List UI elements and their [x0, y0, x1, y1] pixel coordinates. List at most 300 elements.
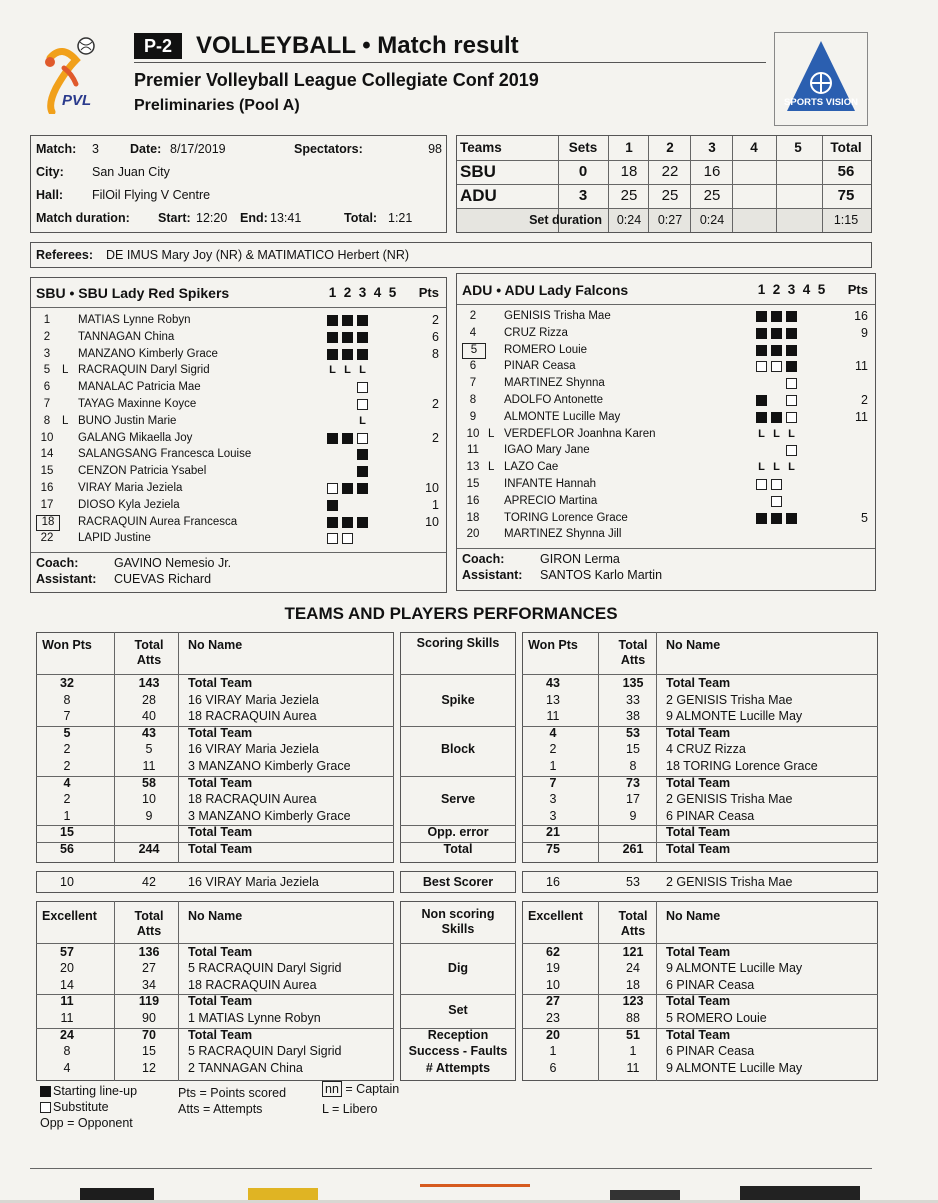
starter-square-icon: [771, 345, 782, 356]
perf-left-cell: 143: [138, 676, 160, 690]
start-time: 12:20: [196, 211, 228, 225]
ns-left-cell: 5 RACRAQUIN Daryl Sigrid: [188, 961, 342, 976]
roster_left-set-header-4: 5: [388, 285, 397, 300]
perf-right-cell: 17: [626, 792, 640, 807]
perf-right-cell: 18 TORING Lorence Grace: [666, 759, 818, 773]
roster_right-player-name: ALMONTE Lucille May: [504, 410, 621, 423]
ns-left-cell: 136: [138, 944, 160, 959]
perf-right-cell: Total Team: [666, 825, 731, 840]
starter-square-icon: [357, 349, 368, 360]
roster_right-player-no: 15: [466, 478, 480, 490]
starter-square-icon: [327, 433, 338, 444]
libero-mark-icon: L: [788, 427, 795, 440]
hall-value: FilOil Flying V Centre: [92, 188, 211, 202]
ns-left-cell: 18 RACRAQUIN Aurea: [188, 977, 317, 992]
starter-square-icon: [342, 517, 353, 528]
best-left-cell: 16 VIRAY Maria Jeziela: [188, 874, 319, 889]
ns-group-rule: [400, 994, 516, 995]
perf-right-cell: 8: [629, 759, 637, 773]
roster_right-player-no: 10: [466, 427, 480, 440]
roster_right-set-header-0: 1: [757, 282, 766, 297]
score-header-1: Sets: [568, 140, 598, 155]
ns-left-header-0: Excellent: [42, 908, 97, 923]
perf-left-cell: 3 MANZANO Kimberly Grace: [188, 759, 351, 773]
perf-right-header-2: No Name: [666, 638, 721, 652]
starter-square-icon: [357, 332, 368, 343]
roster_right-coach: GIRON Lerma: [540, 552, 620, 567]
roster_right-player-pts: 11: [855, 409, 868, 424]
roster_left-libero-mark: L: [62, 364, 69, 377]
starter-square-icon: [756, 513, 767, 524]
spectators-count: 98: [428, 142, 442, 156]
ns-header-rule: [522, 943, 878, 944]
roster_left-player-no: 10: [40, 431, 54, 444]
ns-right-cell: 1: [549, 1044, 557, 1059]
substitute-square-icon: [786, 378, 797, 389]
performance-title: TEAMS AND PLAYERS PERFORMANCES: [284, 604, 618, 623]
roster_right-player-pts: 2: [861, 393, 868, 407]
score-cell-0-3: 22: [661, 163, 679, 180]
roster_right-coach-rule: [457, 548, 875, 549]
roster_right-player-no: 8: [469, 394, 477, 406]
perf-left-cell: 2: [63, 742, 71, 757]
starter-square-icon: [327, 517, 338, 528]
perf-right-cell: 38: [626, 709, 640, 724]
roster_right-player-pts: 5: [861, 510, 868, 525]
roster_right-title: ADU • ADU Lady Falcons: [462, 282, 629, 298]
legend-substitute: Substitute: [40, 1100, 109, 1115]
score-cell-0-1: 0: [578, 163, 588, 180]
ns-right-cell: 6: [549, 1060, 557, 1075]
perf-left-cell: Total Team: [188, 825, 253, 840]
best-scorer-label: Best Scorer: [422, 874, 494, 889]
ns-left-cell: 20: [60, 961, 74, 976]
set-duration-5: 1:15: [833, 213, 859, 227]
starter-square-icon: [786, 311, 797, 322]
roster_right-player-name: GENISIS Trisha Mae: [504, 310, 611, 322]
starter-square-icon: [771, 328, 782, 339]
perf-right-cell: 21: [546, 825, 560, 840]
perf-left-col-line: [114, 632, 115, 863]
score-cell-1-1: 3: [578, 187, 588, 204]
roster_left-player-pts: 8: [432, 346, 439, 361]
perf-header-rule: [522, 674, 878, 675]
score-header-4: 3: [708, 140, 716, 155]
ns-mid-header: Non scoring Skills: [421, 906, 495, 936]
perf-left-cell: 28: [142, 692, 156, 707]
ns-left-cell: 24: [60, 1027, 74, 1042]
ns-left-cell: 11: [60, 1011, 74, 1025]
ns-right-cell: 5 ROMERO Louie: [666, 1011, 767, 1025]
title-rule: [134, 62, 766, 63]
perf-left-header-1: Total Atts: [134, 638, 164, 667]
roster_right-set-header-2: 3: [787, 282, 796, 297]
roster_left-player-name: TANNAGAN China: [78, 330, 175, 343]
perf-skill-1: Block: [440, 742, 476, 757]
libero-mark-icon: L: [758, 461, 765, 474]
ns-skill-1: Set: [448, 1002, 468, 1017]
match-number: 3: [92, 142, 99, 156]
total-duration: 1:21: [388, 211, 413, 225]
ns-skill-sub-2: Success - Faults: [408, 1044, 508, 1059]
starter-square-icon: [756, 328, 767, 339]
roster_left-player-name: MATIAS Lynne Robyn: [78, 314, 191, 326]
ns-left-cell: Total Team: [188, 1027, 253, 1042]
legend: [40, 1082, 500, 1132]
roster_right-player-name: ADOLFO Antonette: [504, 394, 604, 406]
perf-right-cell: 15: [626, 742, 640, 757]
start-label: Start:: [158, 211, 191, 225]
ns-header-rule: [400, 943, 516, 944]
ns-right-cell: 18: [626, 977, 640, 992]
roster_left-player-pts: 1: [432, 497, 439, 512]
roster_left-player-pts: 6: [432, 329, 439, 344]
legend-starting: Starting line-up: [40, 1084, 137, 1099]
ns-right-cell: 9 ALMONTE Lucille May: [666, 1060, 803, 1075]
roster_left-pts-header: Pts: [418, 285, 439, 300]
ns-right-cell: Total Team: [666, 944, 731, 959]
starter-square-icon: [756, 412, 767, 423]
ns-left-cell: 70: [142, 1027, 156, 1042]
perf-left-cell: Total Team: [188, 775, 253, 790]
ns-skill-2: Reception: [427, 1027, 489, 1042]
roster_left-player-name: RACRAQUIN Daryl Sigrid: [78, 364, 210, 377]
libero-mark-icon: L: [359, 364, 366, 377]
ns-left-cell: 12: [142, 1060, 156, 1075]
score-row-line: [457, 160, 871, 161]
perf-right-header-0: Won Pts: [528, 638, 578, 652]
ns-left-cell: 8: [63, 1044, 71, 1059]
score-col-line: [648, 136, 649, 232]
legend-captain: nn = Captain: [322, 1082, 399, 1097]
roster_left-player-no: 3: [43, 347, 51, 360]
perf-group-rule: [400, 726, 516, 727]
ns-left-cell: 1 MATIAS Lynne Robyn: [188, 1011, 321, 1025]
roster_right-player-pts: 9: [861, 325, 868, 340]
perf-right-cell: 43: [546, 676, 560, 690]
perf-right-cell: 2 GENISIS Trisha Mae: [666, 692, 793, 707]
total-duration-label: Total:: [344, 211, 378, 225]
ns-left-col-line: [178, 901, 179, 1082]
roster_left-coach-rule: [31, 552, 446, 553]
starter-square-icon: [357, 517, 368, 528]
roster_right-player-name: APRECIO Martina: [504, 494, 598, 507]
perf-left-cell: 7: [63, 709, 71, 724]
perf-left-cell: 32: [60, 676, 74, 690]
roster_left-player-no: 22: [40, 532, 54, 545]
starter-square-icon: [771, 311, 782, 322]
perf-left-header-2: No Name: [188, 638, 243, 652]
perf-left-cell: 8: [63, 692, 71, 707]
perf-right-cell: Total Team: [666, 775, 731, 790]
roster_right-player-no: 7: [469, 377, 477, 390]
starter-square-icon: [786, 328, 797, 339]
ns-left-cell: 15: [142, 1044, 156, 1059]
set-duration-1: 0:27: [657, 213, 683, 227]
perf-right-cell: 11: [546, 709, 560, 724]
roster_right-player-no: 20: [466, 528, 480, 541]
perf-left-cell: 56: [60, 842, 74, 856]
roster_left-title: SBU • SBU Lady Red Spikers: [36, 285, 230, 301]
roster_left-player-no: 18: [36, 515, 60, 531]
ns-right-header-2: No Name: [666, 908, 721, 923]
ns-left-cell: 11: [60, 994, 74, 1009]
roster_left-assistant-label: Assistant:: [36, 572, 97, 587]
ns-left-header-1: Total Atts: [134, 908, 164, 938]
pvl-logo: [36, 34, 116, 114]
starter-square-icon: [342, 315, 353, 326]
pvl-logo-text: PVL: [62, 92, 92, 109]
roster_right-libero-mark: L: [488, 461, 495, 474]
roster_left-player-name: MANALAC Patricia Mae: [78, 381, 201, 394]
substitute-square-icon: [327, 483, 338, 494]
libero-mark-icon: L: [758, 427, 765, 440]
roster_left-player-no: 7: [43, 398, 51, 410]
perf-right-cell: 261: [622, 842, 644, 856]
sports-vision-text: SPORTS VISION: [784, 97, 858, 108]
ns-right-cell: 123: [622, 994, 644, 1009]
starter-square-icon: [357, 483, 368, 494]
sponsor-logo-4: [610, 1190, 680, 1200]
ns-left-cell: 2 TANNAGAN China: [188, 1060, 303, 1075]
score-cell-0-0: SBU: [460, 162, 496, 181]
roster_right-player-no: 13: [466, 461, 480, 474]
ns-left-cell: 27: [142, 961, 156, 976]
spectators-label: Spectators:: [294, 142, 363, 156]
roster_right-player-pts: 16: [854, 309, 868, 323]
roster_right-assistant-label: Assistant:: [462, 568, 523, 583]
ns-left-cell: 90: [142, 1011, 156, 1025]
perf-left-header-0: Won Pts: [42, 638, 92, 652]
best-right-cell: 16: [546, 874, 560, 889]
ns-header-rule: [36, 943, 394, 944]
substitute-square-icon: [771, 496, 782, 507]
roster_left-player-pts: 10: [425, 481, 439, 495]
best-left-cell: 42: [142, 874, 156, 889]
page-title: VOLLEYBALL • Match result: [196, 32, 519, 59]
perf-left-col-line: [178, 632, 179, 863]
roster_left-player-name: MANZANO Kimberly Grace: [78, 347, 218, 360]
end-time: 13:41: [270, 211, 302, 225]
perf-header-rule: [36, 674, 394, 675]
roster_left-player-pts: 2: [432, 313, 439, 327]
substitute-square-icon: [786, 445, 797, 456]
substitute-square-icon: [771, 479, 782, 490]
ns-skill-0: Dig: [447, 961, 469, 976]
perf-left-cell: 9: [145, 808, 153, 823]
perf-left-cell: 3 MANZANO Kimberly Grace: [188, 808, 351, 823]
ns-right-cell: 24: [626, 961, 640, 976]
roster_left-player-no: 17: [40, 498, 54, 511]
roster_left-player-no: 16: [40, 482, 54, 494]
roster_right-assistant: SANTOS Karlo Martin: [540, 568, 663, 583]
libero-mark-icon: L: [788, 461, 795, 474]
best-right-cell: 2 GENISIS Trisha Mae: [666, 874, 793, 889]
roster_right-pts-header: Pts: [847, 282, 868, 297]
roster_left-coach-label: Coach:: [36, 556, 79, 571]
perf-right-cell: 4 CRUZ Rizza: [666, 742, 746, 757]
roster_left-player-no: 1: [43, 314, 51, 326]
score-header-0: Teams: [460, 140, 502, 155]
perf-right-cell: 13: [546, 692, 560, 707]
best-right-cell: 53: [626, 874, 640, 889]
roster_left-player-pts: 2: [432, 397, 439, 411]
substitute-square-icon: [786, 412, 797, 423]
perf-left-cell: 2: [63, 759, 71, 773]
ns-right-cell: 6 PINAR Ceasa: [666, 977, 755, 992]
roster_left-assistant: CUEVAS Richard: [114, 572, 212, 587]
starter-square-icon: [771, 412, 782, 423]
roster_right-player-no: 16: [466, 494, 480, 507]
perf-skill-2: Serve: [440, 792, 476, 807]
score-col-line: [776, 136, 777, 232]
roster_right-player-no: 5: [462, 343, 486, 359]
ns-right-header-0: Excellent: [528, 908, 583, 923]
score-cell-1-4: 25: [703, 187, 721, 204]
ns-right-cell: 88: [626, 1011, 640, 1025]
ns-right-cell: 6 PINAR Ceasa: [666, 1044, 755, 1059]
perf-left-cell: 5: [145, 742, 153, 757]
referees-label: Referees:: [36, 248, 93, 262]
sponsor-logos: [80, 1184, 880, 1200]
substitute-square-icon: [756, 479, 767, 490]
starter-square-icon: [342, 433, 353, 444]
perf-left-cell: Total Team: [188, 842, 253, 856]
ns-right-cell: 51: [626, 1027, 640, 1042]
perf-left-cell: 10: [142, 792, 156, 807]
roster_left-player-no: 2: [43, 330, 51, 343]
substitute-square-icon: [357, 399, 368, 410]
date-label: Date:: [130, 142, 162, 156]
roster_right-libero-mark: L: [488, 427, 495, 440]
roster_right-player-name: IGAO Mary Jane: [504, 444, 590, 457]
roster_left-set-header-0: 1: [328, 285, 337, 300]
substitute-square-icon: [327, 533, 338, 544]
score-row-line: [457, 208, 871, 209]
referees-names: DE IMUS Mary Joy (NR) & MATIMATICO Herbert (NR): [106, 248, 410, 262]
ns-skill-sub2-2: # Attempts: [425, 1060, 491, 1075]
starter-square-icon: [357, 449, 368, 460]
sponsor-logo-2: [248, 1188, 318, 1200]
roster_right-player-name: CRUZ Rizza: [504, 326, 568, 339]
score-header-3: 2: [666, 140, 674, 155]
perf-left-cell: 43: [142, 725, 156, 740]
starter-square-icon: [342, 332, 353, 343]
roster_left-player-pts: 2: [432, 430, 439, 445]
ns-right-col-line: [598, 901, 599, 1082]
perf-right-cell: 2 GENISIS Trisha Mae: [666, 792, 793, 807]
roster_right-player-name: MARTINEZ Shynna: [504, 377, 605, 390]
roster_left-player-pts: 10: [425, 514, 439, 529]
sponsor-logo-5: [740, 1186, 860, 1200]
starter-square-icon: [786, 513, 797, 524]
match-date: 8/17/2019: [170, 142, 226, 156]
roster_right-player-no: 18: [466, 511, 480, 524]
roster_right-coach-label: Coach:: [462, 552, 505, 567]
perf-left-cell: 18 RACRAQUIN Aurea: [188, 709, 317, 724]
perf-right-cell: 135: [622, 676, 644, 690]
perf-left-cell: 15: [60, 825, 74, 840]
roster_right-player-name: LAZO Cae: [504, 461, 559, 474]
ns-left-cell: 4: [63, 1060, 71, 1075]
roster_right-player-name: PINAR Ceasa: [504, 360, 576, 373]
libero-mark-icon: L: [329, 364, 336, 377]
roster_left-player-no: 6: [43, 381, 51, 394]
score-cell-0-7: 56: [837, 163, 855, 180]
roster_left-set-header-3: 4: [373, 285, 382, 300]
perf-left-cell: 2: [63, 792, 71, 807]
perf-right-cell: 1: [549, 759, 557, 773]
substitute-square-icon: [771, 361, 782, 372]
starter-square-icon: [756, 395, 767, 406]
roster_right-player-no: 2: [469, 310, 477, 322]
perf-skill-4: Total: [443, 842, 473, 856]
score-header-5: 4: [750, 140, 758, 155]
score-col-line: [608, 136, 609, 232]
roster_left-player-no: 5: [43, 364, 51, 377]
match-label: Match:: [36, 142, 77, 156]
roster_left-player-no: 14: [40, 448, 54, 461]
perf-right-cell: Total Team: [666, 842, 731, 856]
roster_right-player-name: ROMERO Louie: [504, 343, 588, 356]
league-name: Premier Volleyball League Collegiate Conf 2019: [134, 70, 539, 90]
legend-libero: L = Libero: [322, 1102, 378, 1116]
roster_right-player-name: VERDEFLOR Joanhna Karen: [504, 427, 656, 440]
starter-square-icon: [327, 500, 338, 511]
perf-right-cell: 2: [549, 742, 557, 757]
perf-left-cell: 5: [63, 725, 71, 740]
perf-left-cell: 16 VIRAY Maria Jeziela: [188, 742, 319, 757]
perf-mid-header: Scoring Skills: [416, 636, 500, 650]
phase-name: Preliminaries (Pool A): [134, 97, 300, 114]
score-cell-0-4: 16: [703, 163, 721, 180]
perf-right-header-1: Total Atts: [618, 638, 648, 667]
end-label: End:: [240, 211, 268, 225]
perf-left-cell: 244: [138, 842, 160, 856]
city-label: City:: [36, 165, 64, 179]
perf-left-cell: 18 RACRAQUIN Aurea: [188, 792, 317, 807]
starter-square-icon: [342, 483, 353, 494]
ns-right-cell: 9 ALMONTE Lucille May: [666, 961, 803, 976]
roster_left-player-name: CENZON Patricia Ysabel: [78, 465, 207, 478]
roster_left-player-no: 8: [43, 414, 51, 427]
starter-square-icon: [357, 466, 368, 477]
score-cell-1-7: 75: [837, 187, 855, 204]
legend-pts: Pts = Points scored: [178, 1086, 287, 1100]
ns-right-cell: Total Team: [666, 994, 731, 1009]
roster_left-player-name: BUNO Justin Marie: [78, 414, 177, 427]
perf-right-cell: 9 ALMONTE Lucille May: [666, 709, 803, 724]
libero-mark-icon: L: [773, 427, 780, 440]
ns-left-cell: Total Team: [188, 994, 253, 1009]
score-col-line: [822, 136, 823, 232]
perf-right-cell: 4: [549, 725, 557, 740]
starter-square-icon: [342, 349, 353, 360]
roster_right-player-no: 9: [469, 410, 477, 423]
ns-right-cell: 1: [629, 1044, 637, 1059]
ns-left-cell: 119: [138, 994, 160, 1009]
roster_right-player-name: MARTINEZ Shynna Jill: [504, 528, 622, 541]
set-duration-2: 0:24: [699, 213, 725, 227]
ns-left-cell: Total Team: [188, 944, 253, 959]
perf-right-cell: 33: [626, 692, 640, 707]
perf-skill-0: Spike: [441, 692, 475, 707]
starter-square-icon: [357, 315, 368, 326]
roster_left-player-name: GALANG Mikaella Joy: [78, 431, 193, 444]
perf-left-cell: Total Team: [188, 676, 253, 690]
score-header-7: Total: [830, 140, 862, 155]
perf-right-cell: 7: [549, 775, 557, 790]
